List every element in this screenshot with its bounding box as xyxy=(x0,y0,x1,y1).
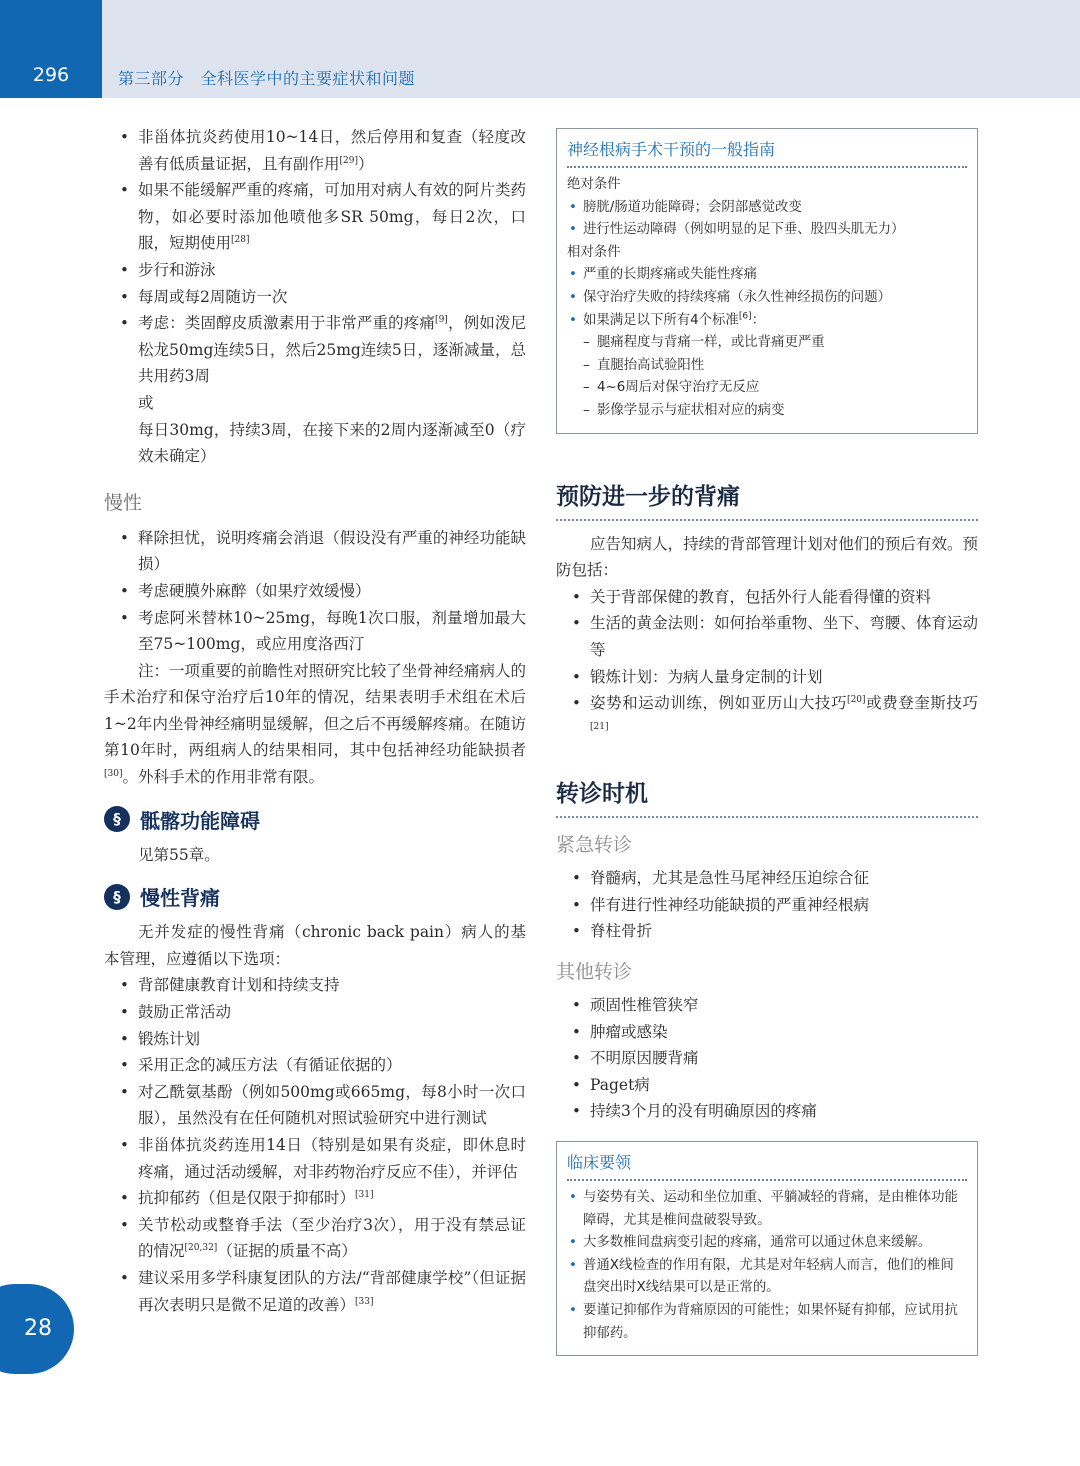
urgent-referral-list xyxy=(556,865,978,945)
list-item: • 不明原因腰背痛 xyxy=(556,1045,978,1072)
section-marker-icon: § xyxy=(104,884,130,910)
list-item: • 顽固性椎管狭窄 xyxy=(556,992,978,1019)
list-item: • 关节松动或整脊手法（至少治疗3次），用于没有禁忌证的情况[20,32]（证据的质量不高） xyxy=(104,1212,526,1265)
sacroiliac-text: 见第55章。 xyxy=(138,845,220,864)
list-item: • 对乙酰氨基酚（例如500mg或665mg，每8小时一次口服），虽然没有在任何随机对照试验研究中进行测试 xyxy=(104,1079,526,1132)
urgent-referral-subtitle: 紧急转诊 xyxy=(556,834,633,857)
list-item: • 释除担忧，说明疼痛会消退（假设没有严重的神经功能缺损） xyxy=(104,525,526,578)
list-item: • 背部健康教育计划和持续支持 xyxy=(104,972,526,999)
list-item: • 非甾体抗炎药连用14日（特别是如果有炎症，即休息时疼痛，通过活动缓解，对非药物治疗反应不佳），并评估 xyxy=(104,1132,526,1185)
list-item: • 非甾体抗炎药使用10~14日，然后停用和复查（轻度改善有低质量证据，且有副作用[29]） xyxy=(104,124,526,177)
chronic-back-pain-heading: § 慢性背痛 xyxy=(104,882,526,911)
list-item: • 脊柱骨折 xyxy=(556,918,978,945)
acute-or: 或 xyxy=(138,393,154,412)
prevention-list xyxy=(556,584,978,744)
list-item: • 伴有进行性神经功能缺损的严重神经根病 xyxy=(556,892,978,919)
list-item: • 如果满足以下所有4个标准[6]： xyxy=(567,310,967,333)
clinical-tips-box xyxy=(556,1141,978,1356)
referral-heading: 转诊时机 xyxy=(556,775,978,818)
chronic-back-pain-intro: 无并发症的慢性背痛（chronic back pain）病人的基本管理，应遵循以下选项： xyxy=(104,923,526,968)
list-item: • 如果不能缓解严重的疼痛，可加用对病人有效的阿片类药物，如必要时添加他喷他多SR 50mg，每日2次，口服，短期使用[28] xyxy=(104,177,526,257)
chapter-number: 28 xyxy=(24,1316,52,1341)
list-item: • 锻炼计划：为病人量身定制的计划 xyxy=(556,664,978,691)
list-item: • Paget病 xyxy=(556,1072,978,1099)
list-item: • 与姿势有关、运动和坐位加重、平躺减轻的背痛，是由椎体功能障碍，尤其是椎间盘破裂导致。 xyxy=(567,1187,967,1232)
list-item: • 抗抑郁药（但是仅限于抑郁时）[31] xyxy=(104,1185,526,1212)
header-title: 第三部分 全科医学中的主要症状和问题 xyxy=(118,69,416,88)
surgery-guideline-box xyxy=(556,128,978,434)
list-item: • 姿势和运动训练，例如亚历山大技巧[20]或费登奎斯技巧[21] xyxy=(556,690,978,743)
list-item: • 步行和游泳 xyxy=(104,257,526,284)
criteria-item: – 腿痛程度与背痛一样，或比背痛更严重 xyxy=(567,332,967,355)
box-title: 神经根病手术干预的一般指南 xyxy=(567,137,967,168)
list-item: • 膀胱/肠道功能障碍；会阴部感觉改变 xyxy=(567,197,967,220)
list-item: • 进行性运动障碍（例如明显的足下垂、股四头肌无力） xyxy=(567,219,967,242)
box-title: 临床要领 xyxy=(567,1150,967,1181)
list-item: • 考虑阿米替林10~25mg，每晚1次口服，剂量增加最大至75~100mg，或应用度洛西汀 xyxy=(104,605,526,658)
chronic-subtitle: 慢性 xyxy=(104,491,143,514)
list-item: • 大多数椎间盘病变引起的疼痛，通常可以通过休息来缓解。 xyxy=(567,1232,967,1255)
list-item: • 鼓励正常活动 xyxy=(104,999,526,1026)
chronic-list xyxy=(104,525,526,658)
list-item: • 锻炼计划 xyxy=(104,1026,526,1053)
other-referral-list xyxy=(556,992,978,1125)
list-item: • 采用正念的减压方法（有循证依据的） xyxy=(104,1052,526,1079)
acute-list xyxy=(104,124,526,390)
list-item: • 持续3个月的没有明确原因的疼痛 xyxy=(556,1098,978,1125)
sacroiliac-heading: § 骶髂功能障碍 xyxy=(104,805,526,834)
criteria-item: – 直腿抬高试验阳性 xyxy=(567,355,967,378)
note-paragraph: 注：一项重要的前瞻性对照研究比较了坐骨神经痛病人的手术治疗和保守治疗后10年的情况，结果表明手术组在术后1~2年内坐骨神经痛明显缓解，但之后不再缓解疼痛。在随访第10年时，两组病人的结果相同，其中包括神经功能缺损者[30]。外科手术的作用非常有限。 xyxy=(104,661,526,787)
list-item: • 关于背部保健的教育，包括外行人能看得懂的资料 xyxy=(556,584,978,611)
list-item: • 脊髓病，尤其是急性马尾神经压迫综合征 xyxy=(556,865,978,892)
list-item: • 考虑硬膜外麻醉（如果疗效缓慢） xyxy=(104,578,526,605)
section-marker-icon: § xyxy=(104,806,130,832)
chronic-back-pain-list xyxy=(104,972,526,1318)
list-item: • 考虑：类固醇皮质激素用于非常严重的疼痛[9]，例如泼尼松龙50mg连续5日，然后25mg连续5日，逐渐减量，总共用药3周 xyxy=(104,310,526,390)
list-item: • 建议采用多学科康复团队的方法/“背部健康学校”（但证据再次表明只是微不足道的改善）[33] xyxy=(104,1265,526,1318)
page-header xyxy=(0,0,1080,98)
list-item: • 保守治疗失败的持续疼痛（永久性神经损伤的问题） xyxy=(567,287,967,310)
other-referral-subtitle: 其他转诊 xyxy=(556,961,633,984)
criteria-item: – 4~6周后对保守治疗无反应 xyxy=(567,377,967,400)
acute-alternative: 每日30mg，持续3周，在接下来的2周内逐渐减至0（疗效未确定） xyxy=(138,420,526,466)
list-item: • 普通X线检查的作用有限，尤其是对年轻病人而言，他们的椎间盘突出时X线结果可以是正常的。 xyxy=(567,1255,967,1300)
list-item: • 严重的长期疼痛或失能性疼痛 xyxy=(567,264,967,287)
left-column xyxy=(104,124,526,1318)
list-item: • 每周或每2周随访一次 xyxy=(104,284,526,311)
list-item: • 肿瘤或感染 xyxy=(556,1019,978,1046)
relative-label: 相对条件 xyxy=(567,244,621,260)
prevention-heading: 预防进一步的背痛 xyxy=(556,478,978,521)
list-item: • 生活的黄金法则：如何抬举重物、坐下、弯腰、体育运动等 xyxy=(556,610,978,663)
list-item: • 要谨记抑郁作为背痛原因的可能性；如果怀疑有抑郁，应试用抗抑郁药。 xyxy=(567,1300,967,1345)
right-column xyxy=(556,128,978,1356)
page-number: 296 xyxy=(32,64,70,86)
criteria-item: – 影像学显示与症状相对应的病变 xyxy=(567,400,967,423)
prevention-intro: 应告知病人，持续的背部管理计划对他们的预后有效。预防包括： xyxy=(556,534,978,580)
absolute-label: 绝对条件 xyxy=(567,177,621,192)
